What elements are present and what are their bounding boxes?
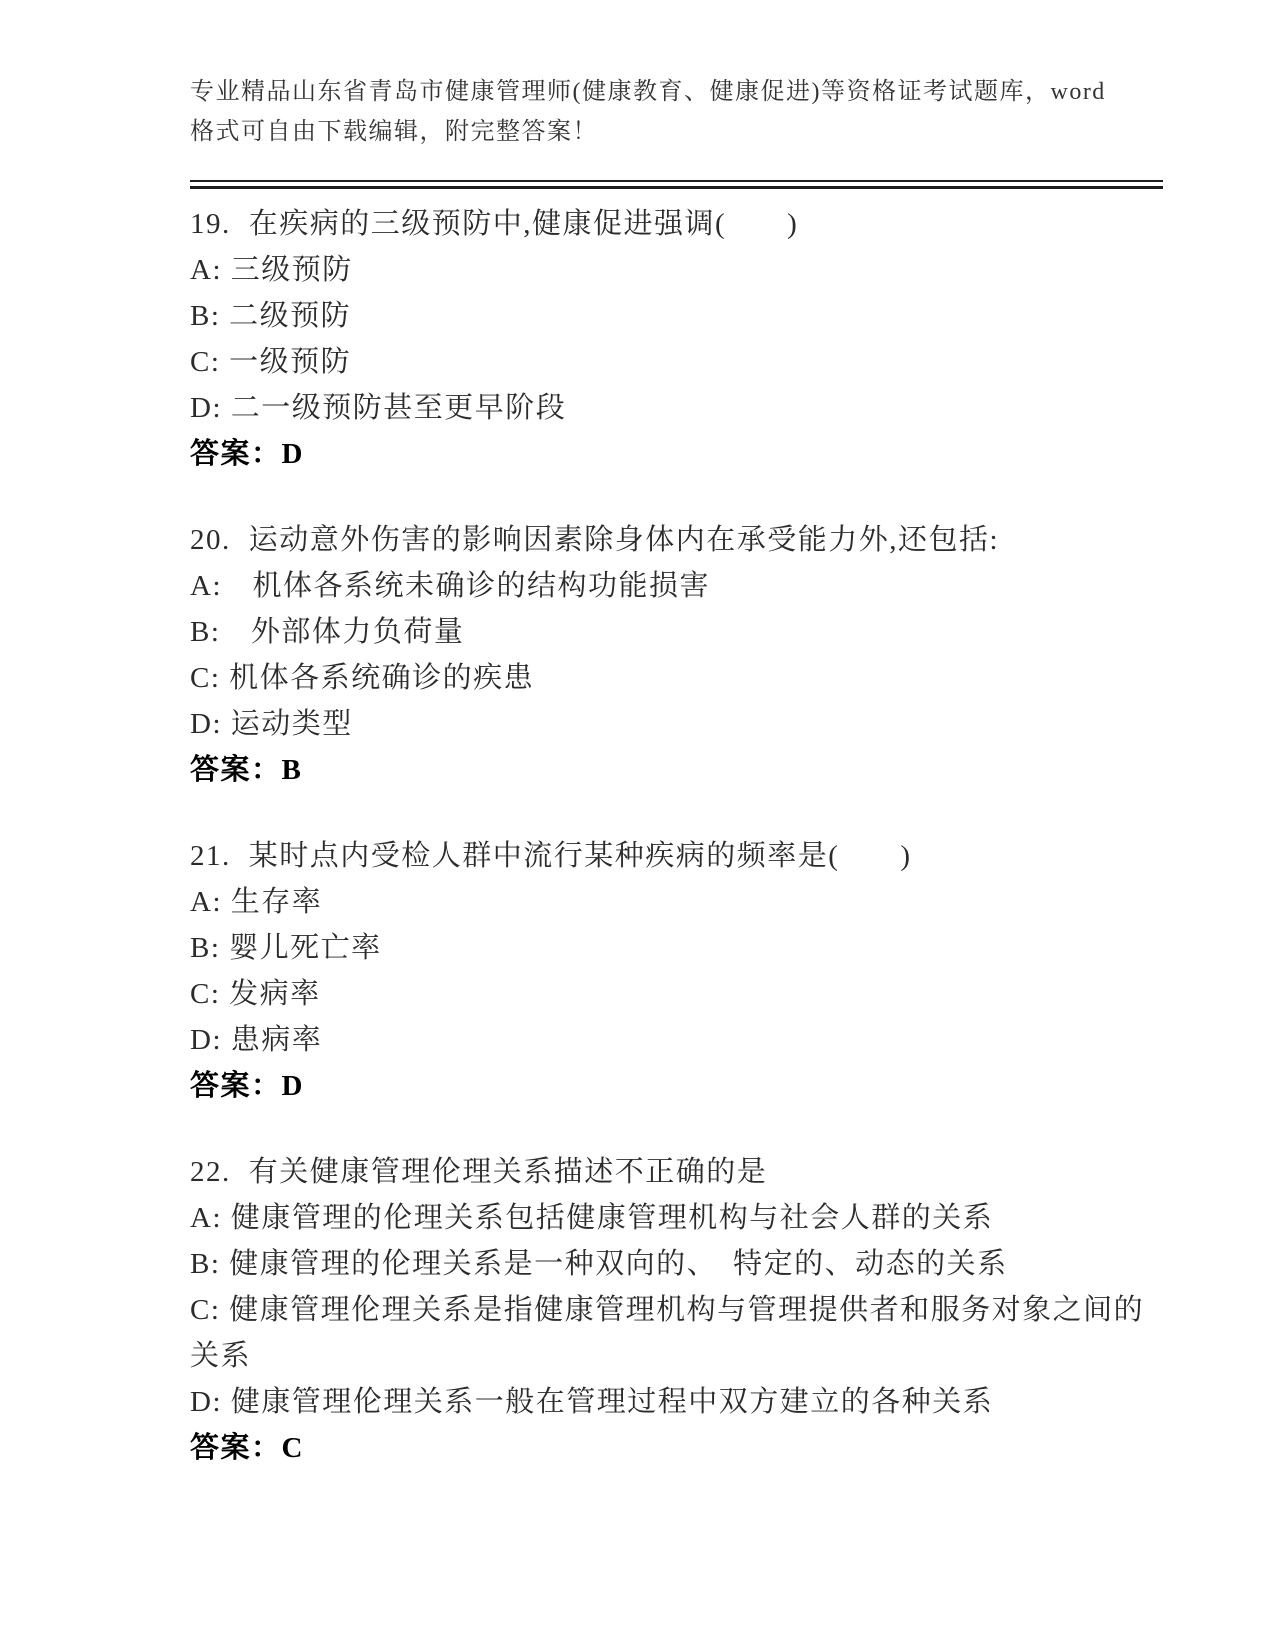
answer-line: 答案：C — [190, 1432, 304, 1464]
option-a: A: 机体各系统未确诊的结构功能损害 — [190, 570, 711, 602]
option-b: B: 健康管理的伦理关系是一种双向的、 特定的、动态的关系 — [190, 1248, 1008, 1280]
answer-line: 答案：B — [190, 754, 303, 786]
option-b: B: 外部体力负荷量 — [190, 616, 465, 648]
question-text: 有关健康管理伦理关系描述不正确的是 — [248, 1156, 768, 1188]
question-20 — [190, 517, 1150, 793]
option-c: C: 健康管理伦理关系是指健康管理机构与管理提供者和服务对象之间的关系 — [190, 1294, 1145, 1372]
question-22 — [190, 1149, 1150, 1471]
question-text: 在疾病的三级预防中,健康促进强调( ) — [248, 208, 799, 240]
document-header — [190, 72, 1106, 152]
question-19 — [190, 201, 1150, 477]
question-stem — [190, 1149, 1150, 1195]
question-number: 20. — [190, 524, 231, 556]
option-d: D: 运动类型 — [190, 708, 353, 740]
option-b: B: 婴儿死亡率 — [190, 932, 382, 964]
option-c: C: 机体各系统确诊的疾患 — [190, 662, 535, 694]
option-b: B: 二级预防 — [190, 300, 352, 332]
option-c: C: 一级预防 — [190, 346, 352, 378]
option-d: D: 二一级预防甚至更早阶段 — [190, 392, 567, 424]
option-d: D: 患病率 — [190, 1024, 323, 1056]
answer-line: 答案：D — [190, 438, 304, 470]
option-a: A: 三级预防 — [190, 254, 353, 286]
option-c: C: 发病率 — [190, 978, 321, 1010]
question-stem — [190, 833, 1150, 879]
question-number: 19. — [190, 208, 231, 240]
header-line-2: 格式可自由下载编辑，附完整答案！ — [190, 119, 598, 145]
option-d: D: 健康管理伦理关系一般在管理过程中双方建立的各种关系 — [190, 1386, 994, 1418]
question-stem — [190, 517, 1150, 563]
option-a: A: 健康管理的伦理关系包括健康管理机构与社会人群的关系 — [190, 1202, 994, 1234]
question-number: 22. — [190, 1156, 231, 1188]
question-text: 某时点内受检人群中流行某种疾病的频率是( ) — [248, 840, 912, 872]
answer-line: 答案：D — [190, 1070, 304, 1102]
option-a: A: 生存率 — [190, 886, 323, 918]
question-21 — [190, 833, 1150, 1109]
question-text: 运动意外伤害的影响因素除身体内在承受能力外,还包括: — [248, 524, 1000, 556]
header-divider-rule — [190, 180, 1163, 189]
question-number: 21. — [190, 840, 231, 872]
header-line-1: 专业精品山东省青岛市健康管理师(健康教育、健康促进)等资格证考试题库，word — [190, 79, 1106, 105]
question-stem — [190, 201, 1150, 247]
